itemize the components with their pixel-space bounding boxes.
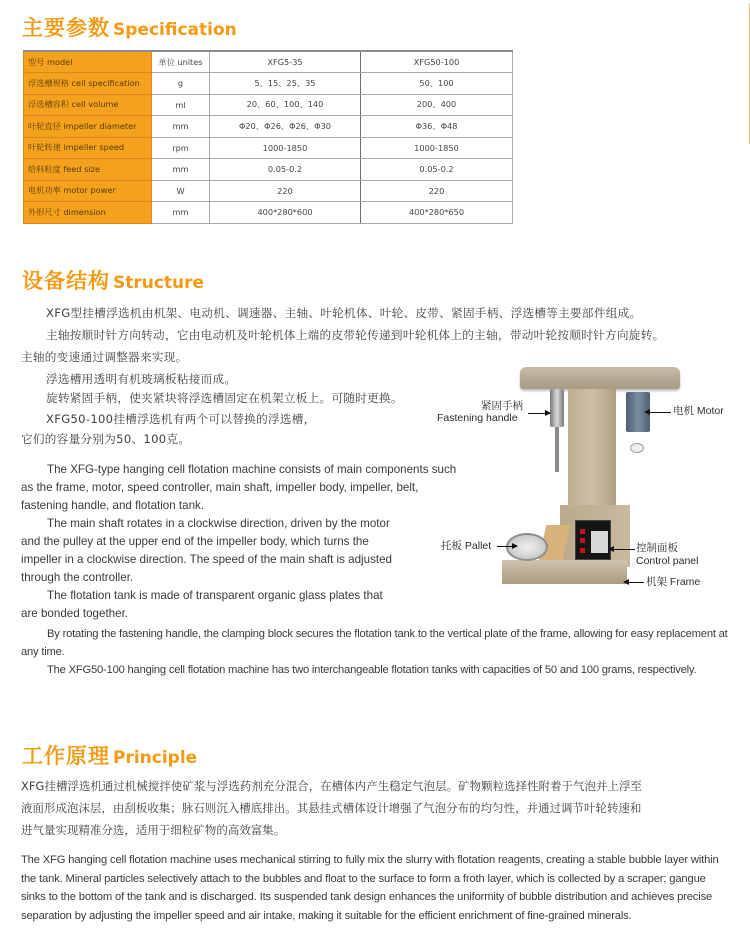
specification-table [23, 50, 513, 224]
structure-zh-line-6: XFG50-100挂槽浮选机有两个可以替换的浮选槽， [46, 412, 316, 426]
row-unit-cell: mm [152, 159, 210, 181]
machine-base [502, 560, 627, 584]
structure-en-paragraph: The main shaft rotates in a clockwise direction, driven by the motor and the pulley at the upper end of the impeller body, which turns the impeller in a clockwise direction. The speed of the main shaft is adjusted through the controller. [21, 517, 392, 584]
row-label-cell: 外形尺寸 dimension [24, 202, 152, 224]
row-model-a-cell: 0.05-0.2 [210, 159, 361, 181]
table-row [24, 180, 513, 202]
callout-control-panel-zh: 控制面板 [636, 542, 678, 554]
callout-control-panel-en: Control panel [636, 555, 699, 567]
header-label-cell: 型号 model [24, 51, 152, 73]
header-model-a-cell: XFG5-35 [210, 51, 361, 73]
structure-en-paragraph: The XFG-type hanging cell flotation machine consists of main components such as the frame, motor, speed controller, main shaft, impeller body, impeller, belt, fastening handle, and flotation tank. [21, 463, 457, 512]
row-model-b-cell: Φ36、Φ48 [361, 116, 513, 138]
specification-title-zh: 主要参数 [22, 16, 110, 40]
machine-top-cover [520, 367, 680, 389]
row-label-cell: 给料粒度 feed size [24, 159, 152, 181]
structure-title-zh: 设备结构 [22, 269, 110, 293]
header-unit-cell: 单位 unites [152, 51, 210, 73]
structure-en-wide [21, 625, 733, 679]
row-label-cell: 叶轮直径 impeller diameter [24, 116, 152, 138]
arrow-left-icon [624, 582, 644, 583]
structure-zh-line-1: XFG型挂槽浮选机由机架、电动机、调速器、主轴、叶轮机体、叶轮、皮带、紧固手柄、浮选槽等主要部件组成。 [46, 306, 642, 320]
header-model-b-cell: XFG50-100 [361, 51, 513, 73]
callout-motor: 电机 Motor [673, 405, 724, 417]
structure-en-paragraph: By rotating the fastening handle, the clamping block secures the flotation tank to the vertical plate of the frame, allowing for easy replacement at any time. [21, 628, 728, 658]
row-unit-cell: g [152, 73, 210, 95]
fastening-handle-shape [550, 389, 564, 427]
row-unit-cell: W [152, 180, 210, 202]
callout-frame: 机架 Frame [646, 576, 701, 588]
control-panel-shape [575, 520, 611, 560]
row-model-a-cell: 1000-1850 [210, 137, 361, 159]
arrow-left-icon [609, 549, 635, 550]
row-model-b-cell: 200、400 [361, 94, 513, 116]
arrow-left-icon [645, 412, 671, 413]
row-model-b-cell: 0.05-0.2 [361, 159, 513, 181]
table-row [24, 116, 513, 138]
row-model-a-cell: Φ20、Φ26、Φ26、Φ30 [210, 116, 361, 138]
row-model-a-cell: 5、15、25、35 [210, 73, 361, 95]
structure-zh-line-4: 浮选槽用透明有机玻璃板粘接而成。 [46, 372, 237, 386]
callout-fastening-handle-en: Fastening handle [437, 412, 518, 424]
principle-title-zh: 工作原理 [22, 744, 110, 768]
panel-led [580, 548, 585, 553]
row-model-b-cell: 50、100 [361, 73, 513, 95]
row-model-b-cell: 400*280*650 [361, 202, 513, 224]
row-model-b-cell: 1000-1850 [361, 137, 513, 159]
structure-en-paragraph: The XFG50-100 hanging cell flotation machine has two interchangeable flotation tanks with capacities of 50 and 100 grams, respectively. [47, 664, 697, 676]
specification-heading [22, 12, 237, 42]
row-unit-cell: mm [152, 116, 210, 138]
structure-en-narrow [21, 461, 466, 623]
structure-zh-line-2: 主轴按顺时针方向转动，它由电动机及叶轮机体上端的皮带轮传递到叶轮机体上的主轴，带动叶轮按顺时针方向旋转。 [46, 328, 665, 342]
callout-pallet: 托板 Pallet [441, 540, 492, 552]
row-model-a-cell: 20、60、100、140 [210, 94, 361, 116]
structure-zh-line-7: 它们的容量分别为50、100克。 [21, 432, 191, 446]
table-row [24, 202, 513, 224]
principle-en-paragraph: The XFG hanging cell flotation machine uses mechanical stirring to fully mix the slurry with flotation reagents, creating a stable bubble layer within the tank. Mineral particles selectively attach to the bubbles and float to the surface to form a froth layer, which is collected by a scraper; gangue sinks to the bottom of the tank and is discharged. Its suspended tank design enhances the uniformity of bubble distribution and achieves precise separation by adjusting the impeller speed and air intake, making it suitable for the efficient enrichment of fine-grained minerals. [21, 854, 719, 922]
structure-en-paragraph: The flotation tank is made of transparent organic glass plates that are bonded together. [21, 589, 383, 620]
row-label-cell: 叶轮转速 impeller speed [24, 137, 152, 159]
motor-knob-shape [630, 443, 644, 453]
panel-screen [591, 531, 608, 553]
structure-zh-line-3: 主轴的变速通过调整器来实现。 [21, 350, 188, 364]
panel-led [580, 529, 585, 534]
arrow-right-icon [528, 413, 550, 414]
specification-title-en: Specification [113, 20, 237, 40]
structure-title-en: Structure [113, 273, 205, 293]
row-model-b-cell: 220 [361, 180, 513, 202]
row-unit-cell: rpm [152, 137, 210, 159]
principle-zh-line-1: XFG挂槽浮选机通过机械搅拌使矿浆与浮选药剂充分混合，在槽体内产生稳定气泡层。矿物颗粒选择性附着于气泡并上浮至 [21, 779, 642, 793]
row-label-cell: 电机功率 motor power [24, 180, 152, 202]
table-row [24, 73, 513, 95]
table-row [24, 137, 513, 159]
panel-led [580, 538, 585, 543]
structure-heading [22, 265, 204, 295]
row-label-cell: 浮选槽规格 cell specification [24, 73, 152, 95]
row-model-a-cell: 220 [210, 180, 361, 202]
arrow-right-icon [497, 546, 517, 547]
callout-fastening-handle-zh: 紧固手柄 [481, 400, 523, 412]
principle-zh-line-2: 液面形成泡沫层，由刮板收集；脉石则沉入槽底排出。其悬挂式槽体设计增强了气泡分布的均匀性，并通过调节叶轮转速和 [21, 801, 642, 815]
principle-title-en: Principle [113, 748, 198, 768]
row-label-cell: 浮选槽容积 cell volume [24, 94, 152, 116]
table-header-row [24, 51, 513, 73]
row-unit-cell: mm [152, 202, 210, 224]
table-row [24, 159, 513, 181]
principle-heading [22, 740, 197, 770]
impeller-rod-shape [555, 427, 559, 472]
row-model-a-cell: 400*280*600 [210, 202, 361, 224]
row-unit-cell: ml [152, 94, 210, 116]
principle-zh-line-3: 进气量实现精准分选，适用于细粒矿物的高效富集。 [21, 823, 286, 837]
structure-zh-line-5: 旋转紧固手柄，使夹紧块将浮选槽固定在机架立板上。可随时更换。 [46, 391, 403, 405]
table-row [24, 94, 513, 116]
